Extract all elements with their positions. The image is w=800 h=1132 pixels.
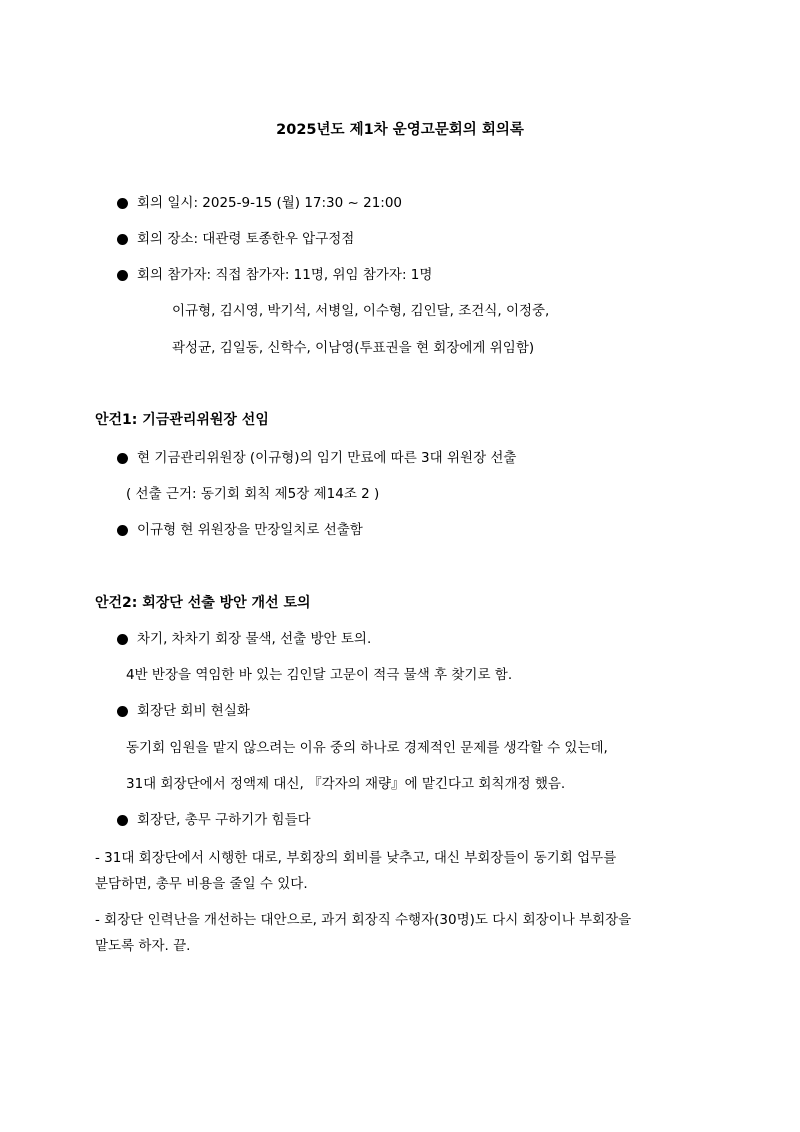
agenda2-item-1 [117,629,371,649]
agenda1-item-1-note: ( 선출 근거: 동기회 회칙 제5장 제14조 2 ) [126,486,380,502]
meeting-date: 회의 일시: 2025-9-15 (월) 17:30 ~ 21:00 [137,195,403,211]
agenda2-dash-2-line-1: - 회장단 인력난을 개선하는 대안으로, 과거 회장직 수행자(30명)도 다시 회장이나 부회장을 [95,912,632,928]
meeting-place-item [117,229,354,249]
bullet-icon [117,815,128,826]
agenda2-item-3-text: 회장단, 총무 구하기가 힘들다 [137,812,311,828]
bullet-icon [117,234,128,245]
agenda2-item-2-note-1: 동기회 임원을 맡지 않으려는 이유 중의 하나로 경제적인 문제를 생각할 수 있는데, [126,740,608,756]
bullet-icon [117,198,128,209]
agenda1-item-1 [117,448,516,468]
agenda1-item-2-text: 이규형 현 위원장을 만장일치로 선출함 [137,522,363,538]
agenda1-heading: 안건1: 기금관리위원장 선임 [95,412,269,428]
agenda2-item-2-note-2: 31대 회장단에서 정액제 대신, 『각자의 재량』에 맡긴다고 회칙개정 했음. [126,776,566,792]
agenda1-item-1-text: 현 기금관리위원장 (이규형)의 임기 만료에 따른 3대 위원장 선출 [137,450,517,466]
bullet-icon [117,706,128,717]
meeting-date-item [117,193,402,213]
document-title: 2025년도 제1차 운영고문회의 회의록 [276,122,524,138]
agenda2-heading: 안건2: 회장단 선출 방안 개선 토의 [95,595,311,611]
agenda1-item-2 [117,520,363,540]
agenda2-item-1-note: 4반 반장을 역임한 바 있는 김인달 고문이 적극 물색 후 찾기로 함. [126,667,513,683]
agenda2-dash-1-line-1: - 31대 회장단에서 시행한 대로, 부회장의 회비를 낮추고, 대신 부회장들이 동기회 업무를 [95,850,617,866]
meeting-attendees-item [117,265,432,285]
agenda2-item-2 [117,701,250,721]
bullet-icon [117,453,128,464]
agenda2-item-1-text: 차기, 차차기 회장 물색, 선출 방안 토의. [137,631,372,647]
agenda2-dash-2-line-2: 맡도록 하자. 끝. [95,938,191,954]
agenda2-dash-1-line-2: 분담하면, 총무 비용을 줄일 수 있다. [95,876,308,892]
attendee-names-line-1: 이규형, 김시영, 박기석, 서병일, 이수형, 김인달, 조건식, 이정중, [172,303,550,319]
agenda2-item-3 [117,810,311,830]
meeting-attendees: 회의 참가자: 직접 참가자: 11명, 위임 참가자: 1명 [137,267,433,283]
bullet-icon [117,270,128,281]
agenda2-item-2-text: 회장단 회비 현실화 [137,703,250,719]
bullet-icon [117,525,128,536]
bullet-icon [117,634,128,645]
meeting-place: 회의 장소: 대관령 토종한우 압구정점 [137,231,355,247]
attendee-names-line-2: 곽성균, 김일동, 신학수, 이남영(투표권을 현 회장에게 위임함) [172,340,535,356]
